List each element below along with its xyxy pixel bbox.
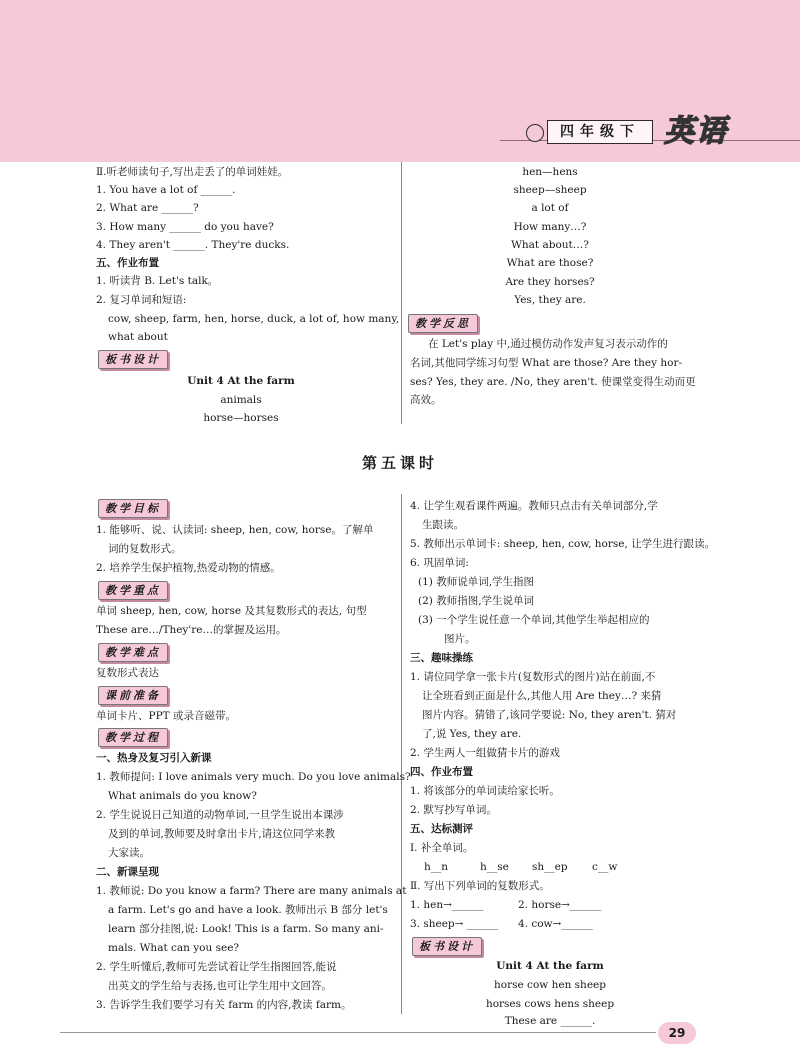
- board-line: horse cow hen sheep: [494, 979, 606, 991]
- step-subitem: (1) 教师说单词,学生指图: [418, 576, 535, 588]
- step-item: 2. 学生听懂后,教师可先尝试着让学生指图回答,能说: [96, 961, 337, 973]
- plural-question: 1. hen→______: [410, 899, 484, 911]
- step-item: 2. 学生说说日己知道的动物单词,一旦学生说出本课涉: [96, 809, 344, 821]
- step-item: 1. 教师说: Do you know a farm? There are many animals at: [96, 885, 407, 897]
- preparation-tag: 课前准备: [98, 686, 168, 705]
- exercise-sentence: 2. What are ______?: [96, 202, 199, 214]
- step-item: 4. 让学生观看课件两遍。教师只点击有关单词部分,学: [410, 500, 658, 512]
- step-subitem: (2) 教师指图,学生说单词: [418, 595, 535, 607]
- goal-item: 1. 能够听、说、认读词: sheep, hen, cow, horse。了解单: [96, 524, 374, 536]
- difficulty-text: 复数形式表达: [96, 667, 159, 679]
- board-line: What about…?: [511, 239, 589, 251]
- step-item: 了,说 Yes, they are.: [422, 728, 522, 740]
- footer-rule: [60, 1032, 656, 1033]
- board-line: horse—horses: [203, 412, 279, 424]
- step-heading: 一、热身及复习引入新课: [96, 752, 212, 764]
- homework-words: cow, sheep, farm, hen, horse, duck, a lot of, how many,: [108, 313, 400, 325]
- key-points-tag: 教学重点: [98, 581, 168, 600]
- step-subitem: (3) 一个学生说任意一个单词,其他学生举起相应的: [418, 614, 650, 626]
- board-line: horses cows hens sheep: [485, 998, 615, 1010]
- board-unit-title: Unit 4 At the farm: [496, 960, 604, 972]
- board-line: How many…?: [513, 221, 587, 233]
- board-line: Are they horses?: [505, 276, 595, 288]
- step-item: 让全班看到正面是什么,其他人用 Are they…? 来猜: [422, 690, 662, 702]
- grade-circle-ornament: [526, 124, 544, 142]
- board-line: animals: [220, 394, 262, 406]
- exercise-sentence: 4. They aren't ______. They're ducks.: [96, 239, 290, 251]
- key-point-text: These are…/They're…的掌握及运用。: [96, 624, 287, 636]
- board-line: These are ______.: [504, 1015, 596, 1027]
- reflection-text: 高效。: [410, 394, 442, 406]
- word-blank: h__se: [480, 861, 509, 873]
- page-number: 29: [658, 1022, 696, 1044]
- step-item: 大家读。: [108, 847, 150, 859]
- teaching-goals-tag: 教学目标: [98, 499, 168, 518]
- plural-question: 2. horse→______: [518, 899, 602, 911]
- preparation-text: 单词卡片、PPT 或录音磁带。: [96, 710, 236, 722]
- step-item: 生跟读。: [422, 519, 464, 531]
- reflection-text: 在 Let's play 中,通过模仿动作发声复习表示动作的: [428, 338, 668, 350]
- exercise-sentence: 1. You have a lot of ______.: [96, 184, 236, 196]
- step-item: mals. What can you see?: [108, 942, 240, 954]
- difficulties-tag: 教学难点: [98, 643, 168, 662]
- step-item: 图片内容。猜错了,该同学要说: No, they aren't. 猜对: [422, 709, 677, 721]
- board-line: Yes, they are.: [514, 294, 586, 306]
- step-item: What animals do you know?: [108, 790, 257, 802]
- board-line: sheep—sheep: [513, 184, 587, 196]
- step-item: 6. 巩固单词:: [410, 557, 469, 569]
- plural-question: 3. sheep→ ______: [410, 918, 499, 930]
- column-divider-top: [401, 162, 402, 424]
- step-subitem: 图片。: [444, 633, 476, 645]
- reflection-tag: 教学反思: [408, 314, 478, 333]
- step-heading: 四、作业布置: [410, 766, 473, 778]
- reflection-text: ses? Yes, they are. /No, they aren't. 使课堂变得生动而更: [410, 376, 696, 388]
- homework-words: what about: [108, 331, 168, 343]
- board-line: a lot of: [531, 202, 569, 214]
- board-line: What are those?: [506, 257, 594, 269]
- word-blank: h__n: [424, 861, 449, 873]
- step-item: 2. 默写抄写单词。: [410, 804, 497, 816]
- word-blank: sh__ep: [532, 861, 568, 873]
- exercise-part2-title: Ⅱ.听老师读句子,写出走丢了的单词娃娃。: [96, 166, 289, 178]
- step-item: 1. 将该部分的单词读给家长听。: [410, 785, 560, 797]
- test-part-title: Ⅱ. 写出下列单词的复数形式。: [410, 880, 550, 892]
- procedure-tag: 教学过程: [98, 728, 168, 747]
- step-item: 及到的单词,教师要及时拿出卡片,请这位同学来教: [108, 828, 336, 840]
- subject-label: 英语: [664, 114, 728, 149]
- grade-label: 四年级下: [547, 120, 653, 144]
- step-heading: 五、达标测评: [410, 823, 473, 835]
- exercise-sentence: 3. How many ______ do you have?: [96, 221, 274, 233]
- lesson-section-title: 第五课时: [361, 454, 438, 472]
- goal-item: 2. 培养学生保护植物,热爱动物的情感。: [96, 562, 281, 574]
- key-point-text: 单词 sheep, hen, cow, horse 及其复数形式的表达, 句型: [96, 605, 367, 617]
- goal-item: 词的复数形式。: [108, 543, 182, 555]
- word-blank: c__w: [592, 861, 618, 873]
- step-item: learn 部分挂图,说: Look! This is a farm. So many ani-: [108, 923, 384, 935]
- board-line: hen—hens: [522, 166, 578, 178]
- step-item: 出英文的学生给与表扬,也可让学生用中文回答。: [108, 980, 332, 992]
- reflection-text: 名词,其他同学练习句型 What are those? Are they hor-: [410, 357, 683, 369]
- homework-heading: 五、作业布置: [96, 257, 159, 269]
- homework-item: 1. 听读背 B. Let's talk。: [96, 275, 219, 287]
- step-item: 1. 请位同学拿一张卡片(复数形式的图片)站在前面,不: [410, 671, 656, 683]
- board-design-tag: 板书设计: [98, 350, 168, 369]
- step-heading: 三、趣味操练: [410, 652, 473, 664]
- step-item: 5. 教师出示单词卡: sheep, hen, cow, horse, 让学生进行跟读。: [410, 538, 716, 550]
- step-item: 3. 告诉学生我们要学习有关 farm 的内容,教读 farm。: [96, 999, 352, 1011]
- step-heading: 二、新课呈现: [96, 866, 159, 878]
- step-item: 2. 学生两人一组做猜卡片的游戏: [410, 747, 560, 759]
- step-item: 1. 教师提问: I love animals very much. Do you love animals?: [96, 771, 411, 783]
- homework-item: 2. 复习单词和短语:: [96, 294, 187, 306]
- step-item: a farm. Let's go and have a look. 教师出示 B 部分 let's: [108, 904, 388, 916]
- column-divider-bottom: [401, 494, 402, 1014]
- board-unit-title: Unit 4 At the farm: [187, 375, 295, 387]
- test-part-title: Ⅰ. 补全单词。: [410, 842, 474, 854]
- plural-question: 4. cow→______: [518, 918, 593, 930]
- board-design-tag: 板书设计: [412, 937, 482, 956]
